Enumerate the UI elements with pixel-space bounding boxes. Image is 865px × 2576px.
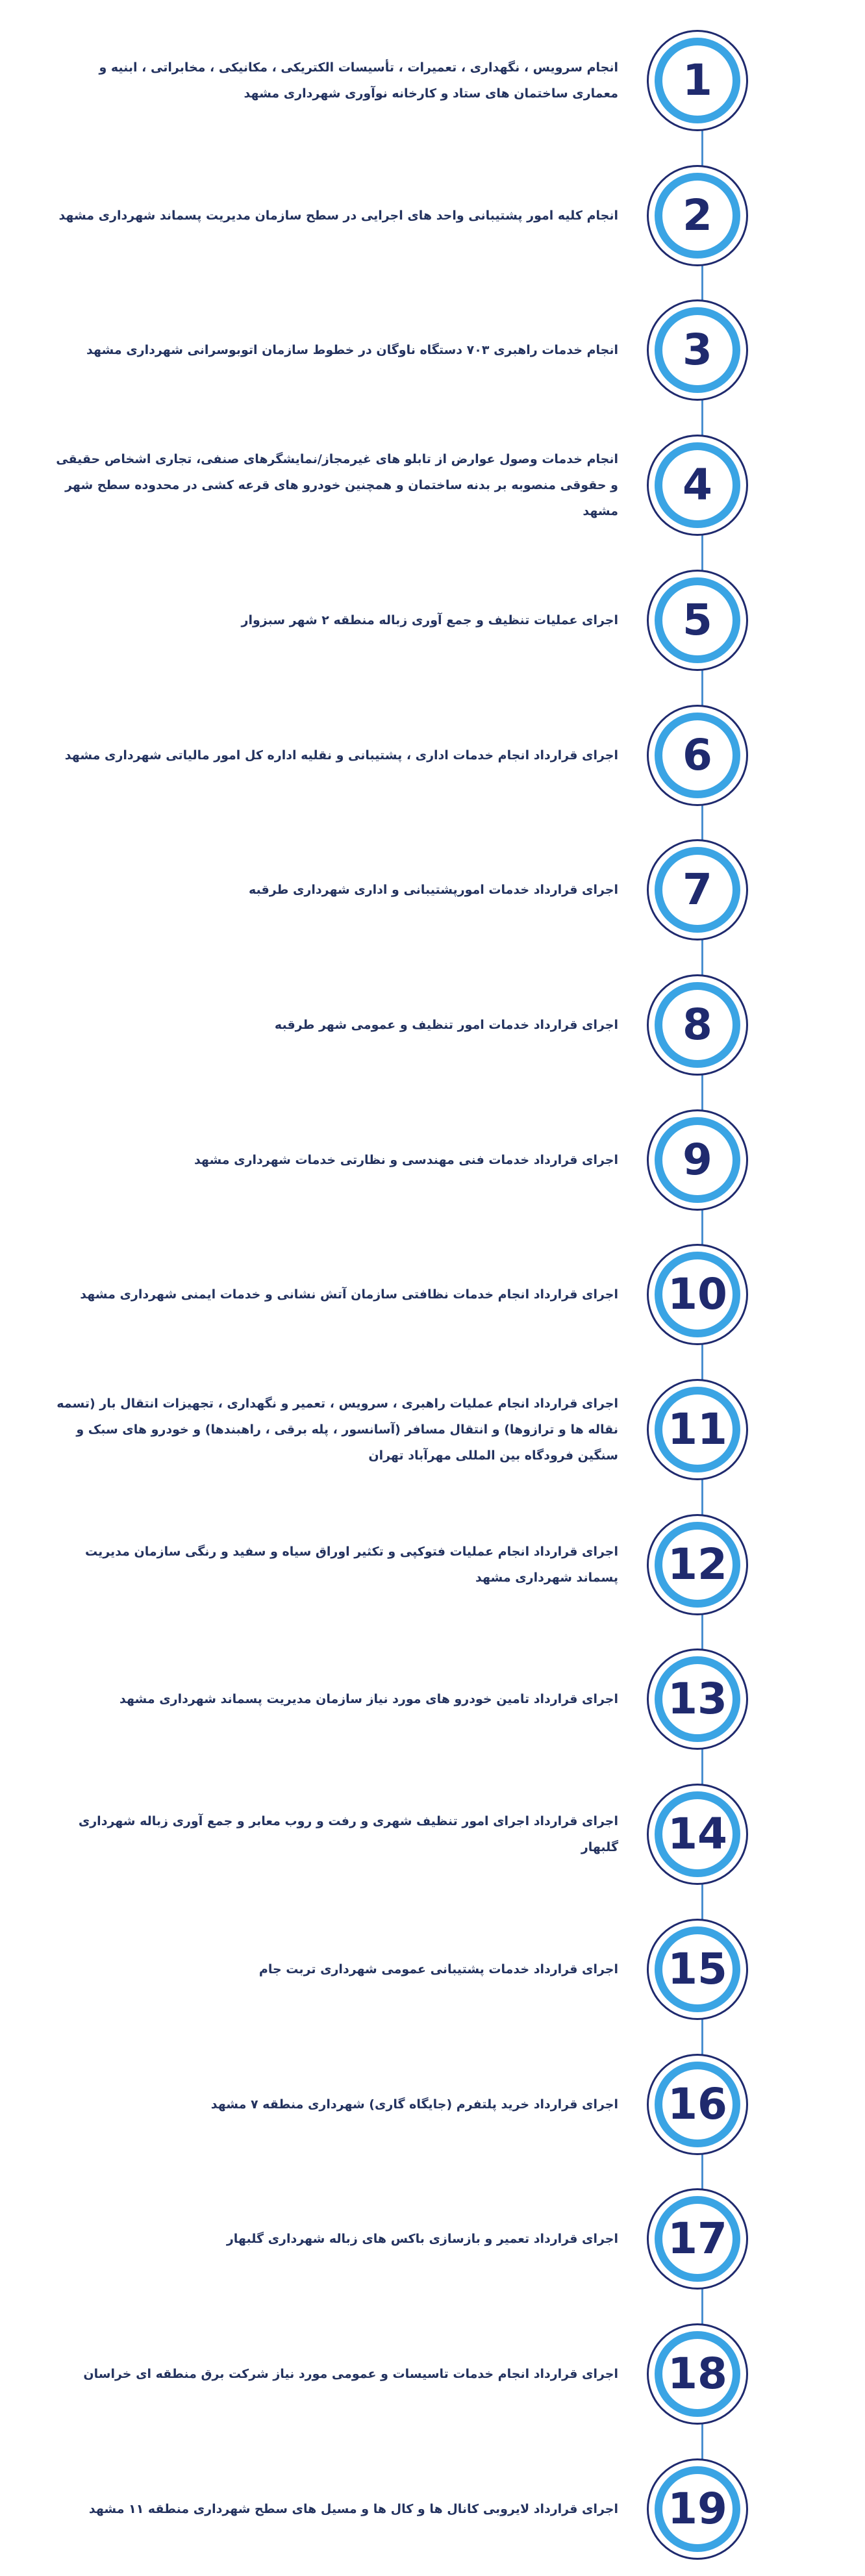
timeline-item-text: انجام کلیه امور پشتیبانی واحد های اجرایی در سطح سازمان مدیریت پسماند شهرداری مشهد (58, 208, 618, 223)
timeline-item (0, 700, 865, 811)
timeline-item-text: اجرای قرارداد انجام عملیات راهبری ، سرویس ، تعمیر و نگهداری ، تجهیزات انتقال بار (تسمه نقاله ها و ترازوها) و انتقال مسافر (آسانسور ، پله برقی ، راهبندها) و خودرو های سبک و سنگین فرودگاه بین المللی مهرآباد تهران (56, 1396, 618, 1463)
step-number-badge (647, 1109, 748, 1211)
step-number-badge (647, 1514, 748, 1615)
step-number-badge (647, 30, 748, 131)
timeline-item-text: اجرای قرارداد خدمات فنی مهندسی و نظارتی خدمات شهرداری مشهد (194, 1152, 618, 1167)
step-number-badge (647, 2458, 748, 2560)
timeline-item (0, 1374, 865, 1485)
step-number: 9 (683, 1134, 712, 1185)
step-number-badge (647, 1379, 748, 1480)
timeline-item (0, 2318, 865, 2430)
timeline-item-text: اجرای قرارداد خدمات امورپشتیبانی و اداری شهرداری طرقبه (248, 883, 618, 898)
step-number-badge (647, 435, 748, 536)
timeline-item-text: اجرای قرارداد خدمات پشتیبانی عمومی شهرداری تربت جام (258, 1962, 618, 1976)
step-number: 18 (668, 2348, 727, 2399)
step-number-badge (647, 299, 748, 401)
timeline-item (0, 564, 865, 676)
timeline-item (0, 2183, 865, 2295)
step-number-badge (647, 705, 748, 806)
step-number-badge (647, 839, 748, 941)
step-number: 7 (683, 865, 712, 915)
step-number-badge (647, 1919, 748, 2020)
step-number-badge (647, 974, 748, 1076)
timeline-item (0, 160, 865, 271)
timeline-item-text: اجرای قرارداد خرید پلتفرم (جایگاه گاری) شهرداری منطقه ۷ مشهد (210, 2097, 618, 2112)
step-number: 19 (668, 2483, 727, 2534)
timeline-item (0, 429, 865, 541)
step-number: 17 (668, 2214, 727, 2264)
step-number: 6 (683, 729, 712, 780)
timeline-item (0, 2049, 865, 2160)
step-number: 3 (683, 325, 712, 375)
step-number: 12 (668, 1539, 727, 1589)
step-number: 2 (683, 190, 712, 240)
timeline-item (0, 1239, 865, 1350)
step-number-badge (647, 1784, 748, 1885)
timeline-item (0, 969, 865, 1081)
step-number: 1 (683, 55, 712, 105)
step-number-badge (647, 2188, 748, 2290)
timeline-item-text: انجام سرویس ، نگهداری ، تعمیرات ، تأسیسات الکتریکی ، مکانیکی ، مخابراتی ، ابنیه و معماری ساختمان های ستاد و کارخانه نوآوری شهرداری مشهد (99, 60, 618, 101)
step-number-badge (647, 570, 748, 671)
timeline-item-text: اجرای قرارداد انجام خدمات نظافتی سازمان آتش نشانی و خدمات ایمنی شهرداری مشهد (80, 1287, 618, 1302)
timeline-item (0, 1509, 865, 1621)
timeline-item (0, 294, 865, 406)
step-number-badge (647, 1648, 748, 1750)
timeline-item (0, 1778, 865, 1890)
timeline-item-text: اجرای قرارداد لایروبی کانال ها و کال ها و مسیل های سطح شهرداری منطقه ۱۱ مشهد (88, 2501, 618, 2516)
step-number: 16 (668, 2078, 727, 2129)
timeline-item (0, 1643, 865, 1755)
step-number: 13 (668, 1674, 727, 1724)
step-number-badge (647, 165, 748, 266)
step-number: 14 (668, 1809, 727, 1860)
timeline-item-text: اجرای عملیات تنظیف و جمع آوری زباله منطقه ۲ شهر سبزوار (241, 612, 618, 627)
timeline-item-text: اجرای قرارداد تعمیر و بازسازی باکس های زباله شهرداری گلبهار (226, 2232, 618, 2247)
timeline-item-text: اجرای قرارداد خدمات امور تنظیف و عمومی شهر طرقبه (274, 1017, 618, 1032)
timeline-item (0, 1913, 865, 2025)
step-number: 10 (668, 1269, 727, 1320)
step-number: 15 (668, 1943, 727, 1994)
timeline-item (0, 1104, 865, 1216)
step-number-badge (647, 1244, 748, 1345)
step-number: 11 (668, 1404, 727, 1454)
step-number-badge (647, 2323, 748, 2425)
step-number-badge (647, 2054, 748, 2155)
timeline-item-text: انجام خدمات راهبری ۷۰۳ دستگاه ناوگان در خطوط سازمان اتوبوسرانی شهرداری مشهد (86, 343, 618, 358)
timeline-item-text: اجرای قرارداد انجام خدمات اداری ، پشتیبانی و نقلیه اداره کل امور مالیاتی شهرداری مشهد (64, 748, 618, 763)
timeline-item-text: اجرای قرارداد انجام عملیات فتوکپی و تکثیر اوراق سیاه و سفید و رنگی سازمان مدیریت پسماند شهرداری مشهد (84, 1544, 618, 1585)
timeline-item-text: اجرای قرارداد اجرای امور تنظیف شهری و رفت و روب معابر و جمع آوری زباله شهرداری گلبهار (78, 1814, 618, 1855)
timeline-item-text: اجرای قرارداد انجام خدمات تاسیسات و عمومی مورد نیاز شرکت برق منطقه ای خراسان (83, 2366, 618, 2381)
timeline-item (0, 2453, 865, 2565)
timeline-item (0, 25, 865, 136)
step-number: 4 (683, 460, 712, 511)
timeline-item-text: انجام خدمات وصول عوارض از تابلو های غیرمجاز/نمایشگرهای صنفی، تجاری اشخاص حقیقی و حقوقی منصوبه بر بدنه ساختمان و همچنین خودرو های قرعه کشی در محدوده سطح شهر مشهد (56, 452, 618, 519)
step-number: 8 (683, 999, 712, 1050)
step-number: 5 (683, 594, 712, 645)
timeline-item-text: اجرای قرارداد تامین خودرو های مورد نیاز سازمان مدیریت پسماند شهرداری مشهد (119, 1692, 618, 1707)
timeline-item (0, 834, 865, 946)
